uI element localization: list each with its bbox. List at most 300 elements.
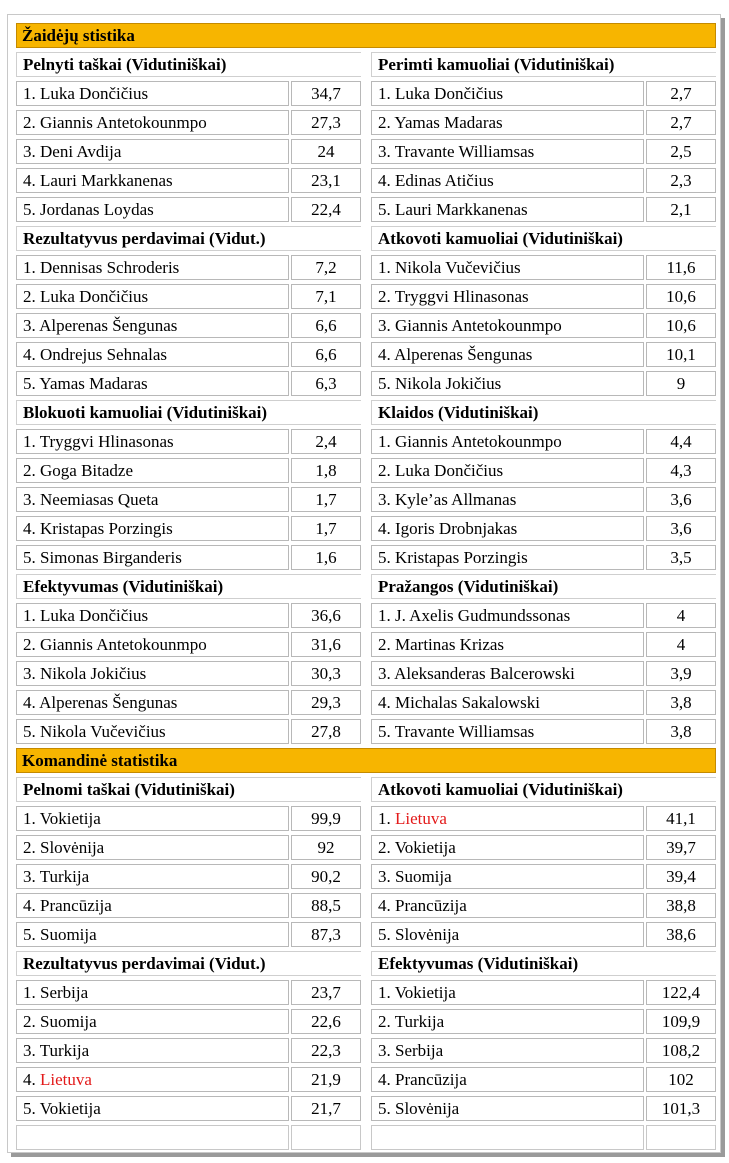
name-cell bbox=[371, 255, 644, 280]
value-cell: 36,6 bbox=[291, 603, 361, 628]
table-row bbox=[371, 342, 716, 367]
table-row bbox=[371, 110, 716, 135]
table-row bbox=[371, 429, 716, 454]
entry-name: Lietuva bbox=[40, 1070, 92, 1089]
table-row bbox=[16, 458, 361, 483]
entry-name: Lauri Markkanenas bbox=[40, 171, 173, 190]
value-cell: 39,4 bbox=[646, 864, 716, 889]
rank-number: 2. bbox=[378, 113, 391, 132]
table-row bbox=[16, 545, 361, 570]
table-row bbox=[371, 632, 716, 657]
name-cell bbox=[16, 632, 289, 657]
stats-sheet bbox=[16, 23, 716, 1154]
table-row bbox=[371, 139, 716, 164]
empty-column bbox=[16, 1125, 361, 1154]
rank-number: 1. bbox=[23, 606, 36, 625]
value-cell: 2,1 bbox=[646, 197, 716, 222]
value-cell: 2,3 bbox=[646, 168, 716, 193]
rank-number: 2. bbox=[378, 461, 391, 480]
rank-number: 2. bbox=[378, 1012, 391, 1031]
value-cell: 10,1 bbox=[646, 342, 716, 367]
rank-number: 1. bbox=[23, 258, 36, 277]
value-cell: 3,8 bbox=[646, 690, 716, 715]
entry-name: Serbija bbox=[40, 983, 89, 1002]
table-row bbox=[371, 81, 716, 106]
value-cell: 1,7 bbox=[291, 516, 361, 541]
value-cell: 1,6 bbox=[291, 545, 361, 570]
table-header: Rezultatyvus perdavimai (Vidut.) bbox=[16, 226, 361, 251]
table-row bbox=[16, 1038, 361, 1063]
empty-name-cell bbox=[371, 1125, 644, 1150]
rank-number: 3. bbox=[378, 1041, 391, 1060]
table-row bbox=[371, 197, 716, 222]
name-cell bbox=[16, 719, 289, 744]
entry-name: Alperenas Šengunas bbox=[39, 693, 178, 712]
table-row bbox=[16, 81, 361, 106]
rank-number: 3. bbox=[23, 490, 36, 509]
rank-number: 4. bbox=[23, 345, 36, 364]
value-cell: 90,2 bbox=[291, 864, 361, 889]
value-cell: 1,7 bbox=[291, 487, 361, 512]
rank-number: 4. bbox=[23, 1070, 36, 1089]
value-cell: 9 bbox=[646, 371, 716, 396]
rank-number: 3. bbox=[378, 664, 391, 683]
teams-section-0 bbox=[16, 777, 716, 951]
name-cell bbox=[16, 1038, 289, 1063]
table-row bbox=[16, 429, 361, 454]
table-row bbox=[16, 690, 361, 715]
name-cell bbox=[16, 1067, 289, 1092]
table-row bbox=[371, 661, 716, 686]
entry-name: Giannis Antetokounmpo bbox=[40, 635, 207, 654]
name-cell bbox=[16, 835, 289, 860]
entry-name: Prancūzija bbox=[395, 1070, 467, 1089]
name-cell bbox=[16, 81, 289, 106]
entry-name: Neemiasas Queta bbox=[40, 490, 159, 509]
table-header: Klaidos (Vidutiniškai) bbox=[371, 400, 716, 425]
value-cell: 122,4 bbox=[646, 980, 716, 1005]
table-row bbox=[371, 371, 716, 396]
table-row bbox=[16, 661, 361, 686]
rank-number: 2. bbox=[23, 838, 36, 857]
name-cell bbox=[371, 516, 644, 541]
value-cell: 3,6 bbox=[646, 516, 716, 541]
entry-name: Giannis Antetokounmpo bbox=[395, 316, 562, 335]
entry-name: Slovėnija bbox=[40, 838, 105, 857]
empty-column bbox=[371, 1125, 716, 1154]
stats-document bbox=[7, 14, 721, 1153]
entry-name: Slovėnija bbox=[395, 925, 460, 944]
rank-number: 3. bbox=[378, 490, 391, 509]
entry-name: Luka Dončičius bbox=[395, 84, 504, 103]
name-cell bbox=[371, 922, 644, 947]
entry-name: Kristapas Porzingis bbox=[40, 519, 173, 538]
value-cell: 7,2 bbox=[291, 255, 361, 280]
value-cell: 30,3 bbox=[291, 661, 361, 686]
entry-name: Luka Dončičius bbox=[40, 606, 149, 625]
entry-name: Giannis Antetokounmpo bbox=[40, 113, 207, 132]
name-cell bbox=[371, 1038, 644, 1063]
rank-number: 2. bbox=[378, 635, 391, 654]
name-cell bbox=[16, 197, 289, 222]
rank-number: 1. bbox=[23, 983, 36, 1002]
value-cell: 27,3 bbox=[291, 110, 361, 135]
name-cell bbox=[16, 545, 289, 570]
value-cell: 4,4 bbox=[646, 429, 716, 454]
value-cell: 99,9 bbox=[291, 806, 361, 831]
table-row bbox=[16, 371, 361, 396]
table-header: Atkovoti kamuoliai (Vidutiniškai) bbox=[371, 777, 716, 802]
entry-name: Nikola Vučevičius bbox=[395, 258, 521, 277]
entry-name: Vokietija bbox=[394, 838, 456, 857]
name-cell bbox=[371, 545, 644, 570]
table-row bbox=[371, 719, 716, 744]
table-row bbox=[16, 632, 361, 657]
rank-number: 1. bbox=[378, 606, 391, 625]
name-cell bbox=[16, 980, 289, 1005]
table-row bbox=[371, 893, 716, 918]
value-cell: 39,7 bbox=[646, 835, 716, 860]
table-header: Perimti kamuoliai (Vidutiniškai) bbox=[371, 52, 716, 77]
table-row bbox=[16, 1096, 361, 1121]
name-cell bbox=[371, 661, 644, 686]
rank-number: 5. bbox=[23, 374, 36, 393]
table-row bbox=[371, 1038, 716, 1063]
players-section-0 bbox=[16, 52, 716, 226]
entry-name: Vokietija bbox=[39, 1099, 101, 1118]
table-row bbox=[371, 487, 716, 512]
entry-name: Vokietija bbox=[394, 983, 456, 1002]
entry-name: Suomija bbox=[395, 867, 452, 886]
rank-number: 3. bbox=[378, 316, 391, 335]
entry-name: Travante Williamsas bbox=[394, 722, 535, 741]
rank-number: 4. bbox=[378, 896, 391, 915]
rank-number: 1. bbox=[378, 983, 391, 1002]
name-cell bbox=[16, 893, 289, 918]
value-cell: 7,1 bbox=[291, 284, 361, 309]
value-cell: 38,8 bbox=[646, 893, 716, 918]
table-row bbox=[16, 313, 361, 338]
rank-number: 5. bbox=[378, 548, 391, 567]
name-cell bbox=[371, 690, 644, 715]
name-cell bbox=[16, 516, 289, 541]
name-cell bbox=[16, 1096, 289, 1121]
players-section-1 bbox=[16, 226, 716, 400]
value-cell: 29,3 bbox=[291, 690, 361, 715]
name-cell bbox=[371, 458, 644, 483]
rank-number: 3. bbox=[23, 142, 36, 161]
rank-number: 4. bbox=[23, 693, 36, 712]
table-row bbox=[16, 922, 361, 947]
table-header: Rezultatyvus perdavimai (Vidut.) bbox=[16, 951, 361, 976]
rank-number: 3. bbox=[23, 867, 36, 886]
entry-name: Goga Bitadze bbox=[40, 461, 133, 480]
entry-name: Nikola Jokičius bbox=[395, 374, 502, 393]
teams-table-left bbox=[16, 777, 361, 951]
rank-number: 4. bbox=[23, 896, 36, 915]
rank-number: 1. bbox=[378, 432, 391, 451]
rank-number: 5. bbox=[23, 200, 36, 219]
entry-name: Yamas Madaras bbox=[39, 374, 148, 393]
entry-name: Luka Dončičius bbox=[395, 461, 504, 480]
empty-row bbox=[371, 1125, 716, 1150]
table-row bbox=[371, 284, 716, 309]
value-cell: 2,5 bbox=[646, 139, 716, 164]
table-row bbox=[371, 1009, 716, 1034]
value-cell: 21,7 bbox=[291, 1096, 361, 1121]
name-cell bbox=[16, 110, 289, 135]
entry-name: Travante Williamsas bbox=[394, 142, 535, 161]
value-cell: 21,9 bbox=[291, 1067, 361, 1092]
table-row bbox=[16, 168, 361, 193]
value-cell: 24 bbox=[291, 139, 361, 164]
value-cell: 4 bbox=[646, 603, 716, 628]
name-cell bbox=[371, 632, 644, 657]
rank-number: 1. bbox=[23, 432, 36, 451]
rank-number: 3. bbox=[23, 664, 36, 683]
table-header: Pelnyti taškai (Vidutiniškai) bbox=[16, 52, 361, 77]
value-cell: 1,8 bbox=[291, 458, 361, 483]
entry-name: Turkija bbox=[39, 1041, 90, 1060]
table-row bbox=[16, 719, 361, 744]
table-header: Blokuoti kamuoliai (Vidutiniškai) bbox=[16, 400, 361, 425]
entry-name: J. Axelis Gudmundssonas bbox=[395, 606, 571, 625]
entry-name: Michalas Sakalowski bbox=[395, 693, 540, 712]
entry-name: Deni Avdija bbox=[40, 142, 122, 161]
entry-name: Yamas Madaras bbox=[394, 113, 503, 132]
rank-number: 5. bbox=[23, 722, 36, 741]
value-cell: 109,9 bbox=[646, 1009, 716, 1034]
name-cell bbox=[371, 139, 644, 164]
rank-number: 5. bbox=[378, 200, 391, 219]
entry-name: Ondrejus Sehnalas bbox=[40, 345, 168, 364]
entry-name: Giannis Antetokounmpo bbox=[395, 432, 562, 451]
name-cell bbox=[16, 1009, 289, 1034]
value-cell: 3,8 bbox=[646, 719, 716, 744]
entry-name: Simonas Birganderis bbox=[40, 548, 182, 567]
players-table-right bbox=[371, 226, 716, 400]
empty-trailing-row bbox=[16, 1125, 716, 1154]
entry-name: Jordanas Loydas bbox=[40, 200, 154, 219]
table-row bbox=[371, 690, 716, 715]
entry-name: Lietuva bbox=[395, 809, 447, 828]
empty-value-cell bbox=[291, 1125, 361, 1150]
teams-section-1 bbox=[16, 951, 716, 1125]
value-cell: 6,3 bbox=[291, 371, 361, 396]
rank-number: 4. bbox=[378, 693, 391, 712]
entry-name: Edinas Atičius bbox=[395, 171, 494, 190]
entry-name: Dennisas Schroderis bbox=[40, 258, 180, 277]
table-row bbox=[16, 806, 361, 831]
rank-number: 2. bbox=[378, 838, 391, 857]
value-cell: 41,1 bbox=[646, 806, 716, 831]
value-cell: 34,7 bbox=[291, 81, 361, 106]
name-cell bbox=[371, 719, 644, 744]
table-row bbox=[371, 255, 716, 280]
entry-name: Slovėnija bbox=[395, 1099, 460, 1118]
entry-name: Suomija bbox=[40, 1012, 97, 1031]
name-cell bbox=[16, 864, 289, 889]
players-table-right bbox=[371, 52, 716, 226]
value-cell: 38,6 bbox=[646, 922, 716, 947]
table-row bbox=[371, 1067, 716, 1092]
name-cell bbox=[16, 284, 289, 309]
table-row bbox=[16, 487, 361, 512]
table-row bbox=[371, 516, 716, 541]
rank-number: 2. bbox=[23, 287, 36, 306]
name-cell bbox=[371, 81, 644, 106]
entry-name: Turkija bbox=[39, 867, 90, 886]
value-cell: 102 bbox=[646, 1067, 716, 1092]
players-table-left bbox=[16, 226, 361, 400]
name-cell bbox=[16, 371, 289, 396]
rank-number: 5. bbox=[378, 722, 391, 741]
entry-name: Luka Dončičius bbox=[40, 84, 149, 103]
value-cell: 3,6 bbox=[646, 487, 716, 512]
name-cell bbox=[371, 197, 644, 222]
value-cell: 27,8 bbox=[291, 719, 361, 744]
players-section-2 bbox=[16, 400, 716, 574]
players-table-right bbox=[371, 400, 716, 574]
rank-number: 3. bbox=[378, 867, 391, 886]
entry-name: Kyle’as Allmanas bbox=[395, 490, 517, 509]
table-row bbox=[371, 545, 716, 570]
table-row bbox=[16, 139, 361, 164]
entry-name: Prancūzija bbox=[395, 896, 467, 915]
table-row bbox=[16, 603, 361, 628]
value-cell: 4,3 bbox=[646, 458, 716, 483]
rank-number: 2. bbox=[378, 287, 391, 306]
table-row bbox=[371, 980, 716, 1005]
rank-number: 3. bbox=[378, 142, 391, 161]
name-cell bbox=[371, 168, 644, 193]
rank-number: 5. bbox=[378, 925, 391, 944]
entry-name: Kristapas Porzingis bbox=[395, 548, 528, 567]
entry-name: Aleksanderas Balcerowski bbox=[394, 664, 575, 683]
name-cell bbox=[371, 284, 644, 309]
table-row bbox=[16, 110, 361, 135]
value-cell: 22,4 bbox=[291, 197, 361, 222]
entry-name: Turkija bbox=[394, 1012, 445, 1031]
value-cell: 6,6 bbox=[291, 313, 361, 338]
name-cell bbox=[16, 690, 289, 715]
empty-value-cell bbox=[646, 1125, 716, 1150]
rank-number: 2. bbox=[23, 635, 36, 654]
entry-name: Martinas Krizas bbox=[395, 635, 505, 654]
entry-name: Nikola Vučevičius bbox=[40, 722, 166, 741]
table-header: Efektyvumas (Vidutiniškai) bbox=[371, 951, 716, 976]
value-cell: 11,6 bbox=[646, 255, 716, 280]
teams-table-left bbox=[16, 951, 361, 1125]
rank-number: 4. bbox=[378, 1070, 391, 1089]
rank-number: 1. bbox=[23, 84, 36, 103]
name-cell bbox=[16, 922, 289, 947]
entry-name: Vokietija bbox=[39, 809, 101, 828]
rank-number: 4. bbox=[378, 519, 391, 538]
table-row bbox=[16, 1009, 361, 1034]
table-row bbox=[16, 197, 361, 222]
table-row bbox=[371, 313, 716, 338]
players-table-left bbox=[16, 574, 361, 748]
table-row bbox=[16, 980, 361, 1005]
rank-number: 4. bbox=[378, 171, 391, 190]
rank-number: 5. bbox=[378, 1099, 391, 1118]
entry-name: Igoris Drobnjakas bbox=[395, 519, 518, 538]
value-cell: 6,6 bbox=[291, 342, 361, 367]
players-table-right bbox=[371, 574, 716, 748]
value-cell: 4 bbox=[646, 632, 716, 657]
rank-number: 1. bbox=[378, 84, 391, 103]
rank-number: 1. bbox=[23, 809, 36, 828]
teams-table-right bbox=[371, 777, 716, 951]
name-cell bbox=[371, 313, 644, 338]
table-row bbox=[371, 603, 716, 628]
entry-name: Alperenas Šengunas bbox=[394, 345, 533, 364]
rank-number: 4. bbox=[23, 171, 36, 190]
empty-row bbox=[16, 1125, 361, 1150]
name-cell bbox=[371, 980, 644, 1005]
value-cell: 10,6 bbox=[646, 313, 716, 338]
rank-number: 2. bbox=[23, 461, 36, 480]
value-cell: 87,3 bbox=[291, 922, 361, 947]
value-cell: 2,7 bbox=[646, 81, 716, 106]
rank-number: 3. bbox=[23, 1041, 36, 1060]
name-cell bbox=[16, 139, 289, 164]
name-cell bbox=[16, 429, 289, 454]
name-cell bbox=[371, 1067, 644, 1092]
rank-number: 4. bbox=[23, 519, 36, 538]
name-cell bbox=[371, 110, 644, 135]
entry-name: Serbija bbox=[395, 1041, 444, 1060]
rank-number: 2. bbox=[23, 1012, 36, 1031]
name-cell bbox=[371, 835, 644, 860]
rank-number: 1. bbox=[378, 258, 391, 277]
teams-table-right bbox=[371, 951, 716, 1125]
name-cell bbox=[371, 893, 644, 918]
rank-number: 2. bbox=[23, 113, 36, 132]
entry-name: Luka Dončičius bbox=[40, 287, 149, 306]
rank-number: 1. bbox=[378, 809, 391, 828]
name-cell bbox=[371, 342, 644, 367]
table-row bbox=[16, 835, 361, 860]
value-cell: 92 bbox=[291, 835, 361, 860]
name-cell bbox=[371, 806, 644, 831]
value-cell: 23,1 bbox=[291, 168, 361, 193]
rank-number: 5. bbox=[23, 925, 36, 944]
value-cell: 22,6 bbox=[291, 1009, 361, 1034]
players-table-left bbox=[16, 400, 361, 574]
table-row bbox=[16, 284, 361, 309]
name-cell bbox=[16, 342, 289, 367]
table-row bbox=[371, 458, 716, 483]
name-cell bbox=[16, 603, 289, 628]
name-cell bbox=[371, 1096, 644, 1121]
table-header: Pelnomi taškai (Vidutiniškai) bbox=[16, 777, 361, 802]
name-cell bbox=[16, 806, 289, 831]
name-cell bbox=[16, 458, 289, 483]
entry-name: Tryggvi Hlinasonas bbox=[39, 432, 174, 451]
table-row bbox=[371, 1096, 716, 1121]
teams-title: Komandinė statistika bbox=[16, 748, 716, 773]
value-cell: 3,9 bbox=[646, 661, 716, 686]
entry-name: Suomija bbox=[40, 925, 97, 944]
entry-name: Tryggvi Hlinasonas bbox=[394, 287, 529, 306]
players-table-left bbox=[16, 52, 361, 226]
value-cell: 22,3 bbox=[291, 1038, 361, 1063]
table-header: Efektyvumas (Vidutiniškai) bbox=[16, 574, 361, 599]
table-row bbox=[371, 168, 716, 193]
table-row bbox=[16, 516, 361, 541]
